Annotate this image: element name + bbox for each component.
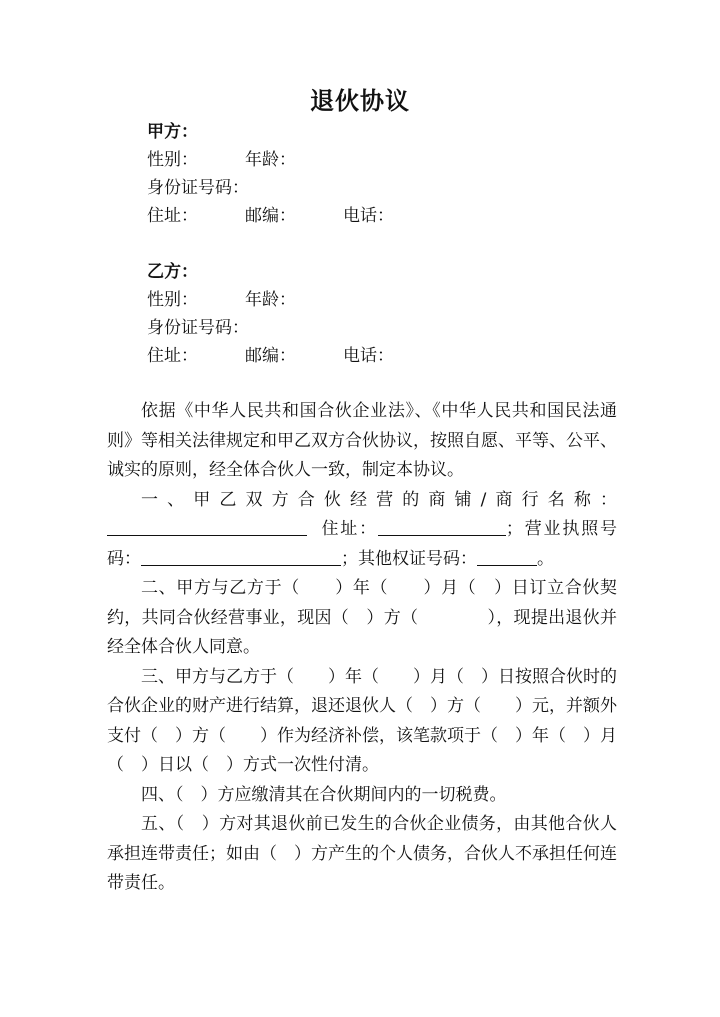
party-a-phone-label: 电话： (343, 206, 394, 226)
party-a-address-label: 住址： (147, 206, 198, 226)
party-a-id-row (147, 176, 249, 200)
clause-1-end: 。 (537, 548, 554, 569)
preamble-paragraph: 依据《中华人民共和国合伙企业法》、《中华人民共和国民法通则》等相关法律规定和甲乙双方合伙协议，按照自愿、平等、公平、诚实的原则，经全体合伙人一致，制定本协议。 (107, 401, 617, 480)
other-certificate-blank (477, 547, 537, 566)
clause-5-paragraph: 五、（ ）方对其退伙前已发生的合伙企业债务，由其他合伙人承担连带责任；如由（ ）方产生的个人债务，合伙人不承担任何连带责任。 (107, 814, 617, 893)
party-b-contact-row (147, 344, 394, 368)
agreement-body (107, 397, 617, 899)
party-b-id-label: 身份证号码： (147, 318, 249, 338)
party-b-age-label: 年龄： (245, 290, 296, 310)
shop-name-blank (107, 517, 307, 536)
party-a-label: 甲方： (147, 122, 198, 142)
party-b-gender-label: 性别： (147, 290, 198, 310)
license-number-blank (141, 547, 341, 566)
party-a-contact-row (147, 204, 394, 228)
party-a-id-label: 身份证号码： (147, 178, 249, 198)
shop-address-blank (378, 517, 506, 536)
party-b-postcode-label: 邮编： (245, 346, 296, 366)
party-b-gender-age-row (147, 288, 296, 312)
clause-1-other-label: ；其他权证号码： (341, 548, 477, 569)
party-b-label: 乙方： (147, 262, 198, 282)
document-title: 退伙协议 (310, 87, 410, 115)
clause-3-paragraph: 三、甲方与乙方于（ ）年（ ）月（ ）日按照合伙时的合伙企业的财产进行结算，退还退伙人（ ）方（ ）元，并额外支付（ ）方（ ）作为经济补偿，该笔款项于（ ）年（ ）月（ ）日以（ ）方式一次性付清。 (107, 666, 617, 775)
party-b-address-label: 住址： (147, 346, 198, 366)
party-b-id-row (147, 316, 249, 340)
clause-1-paragraph (107, 486, 617, 575)
party-a-postcode-label: 邮编： (245, 206, 296, 226)
clause-1-address-label: 住址： (321, 519, 378, 539)
party-a-gender-label: 性别： (147, 150, 198, 170)
clause-1-license-label: ；营业执照号码： (107, 519, 618, 569)
party-b-header (147, 260, 198, 284)
party-a-gender-age-row (147, 148, 296, 172)
clause-4-paragraph: 四、（ ）方应缴清其在合伙期间内的一切税费。 (141, 784, 507, 805)
party-b-phone-label: 电话： (343, 346, 394, 366)
party-a-age-label: 年龄： (245, 150, 296, 170)
clause-1-intro: 一、甲乙双方合伙经营的商铺/商行名称： (141, 489, 617, 510)
party-a-header (147, 120, 198, 144)
clause-2-paragraph: 二、甲方与乙方于（ ）年（ ）月（ ）日订立合伙契约，共同合伙经营事业，现因（ ）方（ ），现提出退伙并经全体合伙人同意。 (107, 578, 617, 657)
